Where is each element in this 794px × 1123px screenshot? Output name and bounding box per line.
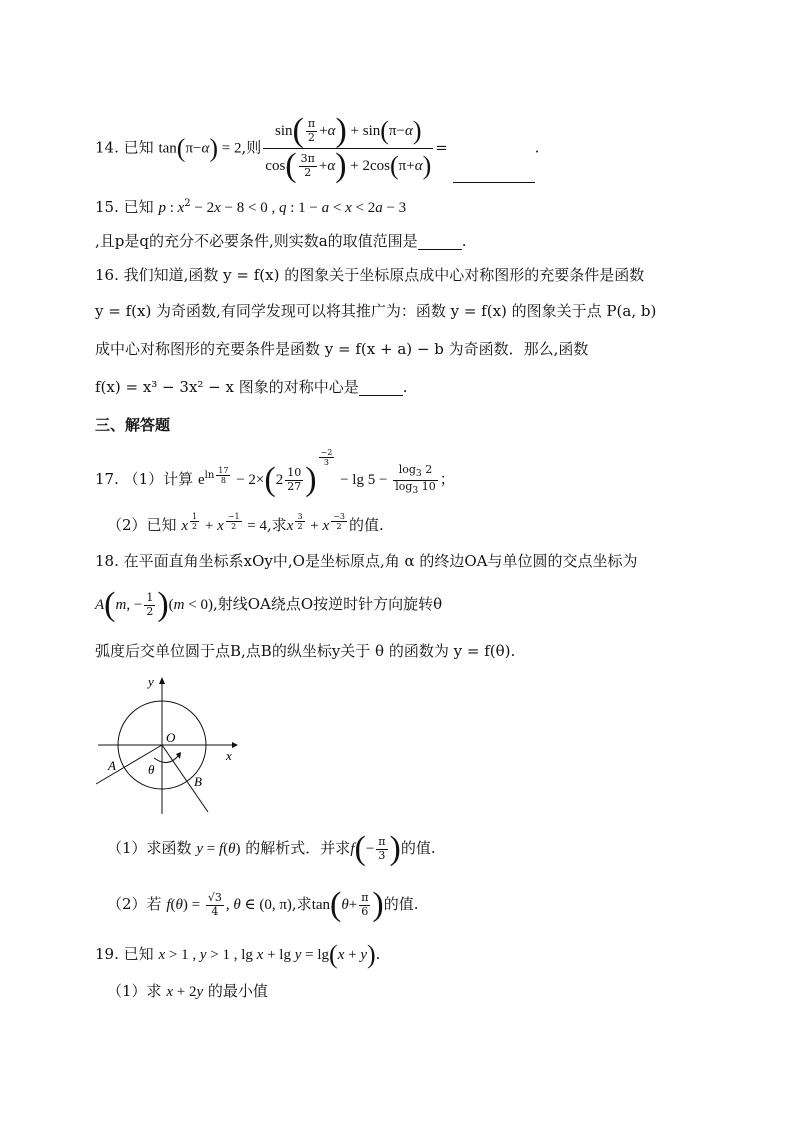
q17-number: 17. — [95, 470, 119, 489]
label-a: A — [108, 758, 116, 773]
q18-point-a: A(m, − $\frac{1}{2}$ )(m < 0) — [95, 586, 213, 623]
q18-text-1: 在平面直角坐标系xOy中,O是坐标原点,角 α 的终边OA与单位圆的交点坐标为 — [123, 552, 638, 570]
q14-answer-blank — [453, 182, 535, 183]
q19-lead: 已知 — [123, 945, 154, 963]
q17-part1: 17. （1）计算 $e^{ln \frac{17}{8}}$ − 2×(2 $\frac{10}{27}$ ) $^{\frac{-2}{3}}$ − lg 5 − $\frac{\log_3 2}{\log_3 10}$ ； — [95, 448, 455, 499]
label-x: x — [226, 748, 232, 763]
q18-sub2: （2）若 f(θ) = $\frac{√3}{4}$ , θ ∈ (0, π),求tan(θ+ $\frac{\pi}{6}$ )的值. — [107, 886, 419, 923]
q15-answer-blank — [418, 249, 462, 250]
label-theta: θ — [148, 762, 155, 777]
q16-text-4: f(x) = x³ − 3x² − x 图象的对称中心是 — [95, 378, 359, 396]
q16-line1 — [95, 266, 644, 284]
q17-part2-expr2: x $^{\frac{3}{2}}$ + x $^{\frac{-3}{2}}$ — [286, 512, 345, 535]
q18-number: 18. — [95, 552, 119, 570]
q14-numerator: sin( $\frac{\pi}{2}$ +α) + sin(π−α) — [263, 114, 433, 149]
q18-line1 — [95, 552, 638, 570]
q14-fraction — [263, 114, 433, 183]
q14: 14. 已知 tan(π−α) = 2,则 sin( $\frac{\pi}{2}$ +α) + sin(π−α) cos( $\frac{3\pi}{2}$ +α) + 2cos(π+α) = . — [95, 112, 540, 184]
q18-sub1: （1）求函数 y = f(θ) 的解析式．并求f(− $\frac{\pi}{3}$ )的值. — [107, 830, 436, 867]
section-heading: 三、解答题 — [95, 416, 171, 434]
label-o: O — [166, 730, 176, 745]
q18-line3 — [95, 642, 515, 660]
q15-condition: p — [158, 200, 166, 216]
q19-condition: x > 1 , y > 1 , lg x + lg y = lg(x + y) — [158, 940, 376, 969]
q19-sub1: （1）求 x + 2y 的最小值 — [107, 982, 268, 1000]
q18-text-2: ,射线OA绕点O按逆时针方向旋转θ — [212, 595, 443, 613]
theta-arc — [154, 756, 178, 763]
q15-line1: 15. 已知 p : $x^2 - 2x - 8 < 0$ , q : 1 − a < x < 2a − 3 — [95, 198, 407, 216]
q19-line1: 19. 已知 x > 1 , y > 1 , lg x + lg y = lg(x + y). — [95, 940, 381, 969]
label-y: y — [148, 674, 154, 689]
q15-line2: ,且p是q的充分不必要条件,则实数a的取值范围是 . — [95, 232, 467, 250]
q18-sub1-value-expr: f(− $\frac{\pi}{3}$ ) — [350, 830, 401, 867]
q14-denominator: cos( $\frac{3\pi}{2}$ +α) + 2cos(π+α) — [265, 147, 432, 184]
y-axis-arrow — [159, 677, 165, 684]
q18-sub2-label: （2）若 — [107, 895, 162, 913]
q17-part1-label: （1）计算 — [123, 470, 194, 489]
q15-number: 15. — [95, 198, 119, 216]
q18-line2 — [95, 588, 442, 622]
q15-condition-text: ,且p是q的充分不必要条件,则实数a的取值范围是 — [95, 232, 418, 250]
q18-text-3: 弧度后交单位圆于点B,点B的纵坐标y关于 θ 的函数为 y = f(θ). — [95, 642, 516, 660]
q14-equals: = — [435, 138, 448, 157]
q14-then: ,则 — [241, 138, 262, 157]
q14-lead: 已知 — [123, 138, 154, 157]
q18-sub1-func: y — [196, 841, 203, 857]
q16-text-3: 成中心对称图形的充要条件是函数 y = f(x + a) − b 为奇函数．那么,函数 — [95, 340, 589, 358]
q17-part2-expr: x $^{\frac{1}{2}}$ + x $^{\frac{-1}{2}}$ = 4 — [181, 512, 267, 535]
q16-text-2: y = f(x) 为奇函数,有同学发现可以将其推广为：函数 y = f(x) 的图象关于点 P(a, b) — [95, 302, 657, 320]
x-axis-arrow — [232, 742, 238, 748]
q15-lead: 已知 — [123, 198, 154, 216]
q16-answer-blank — [359, 395, 403, 396]
q16-number: 16. — [95, 266, 119, 284]
q18-sub2-expr: tan(θ+ $\frac{\pi}{6}$ ) — [311, 886, 384, 923]
q17-part1-expr: $e^{ln \frac{17}{8}}$ − 2×(2 $\frac{10}{27}$ ) $^{\frac{-2}{3}}$ − lg 5 − $\frac{\log_3 2}{\log_3 10}$ — [197, 448, 436, 499]
q16-text-1: 我们知道,函数 y = f(x) 的图象关于坐标原点成中心对称图形的充要条件是函数 — [123, 266, 645, 284]
q14-condition: tan — [158, 140, 177, 157]
unit-circle-diagram — [90, 672, 250, 822]
q19-sub1-label: （1）求 — [107, 982, 162, 1000]
q18-sub2-cond: f(θ) = $\frac{√3}{4}$ , θ ∈ (0, π) — [166, 890, 292, 918]
q19-sub1-expr: x + 2y — [166, 984, 204, 1000]
q18-sub1-label: （1）求函数 — [107, 839, 192, 857]
q17-part2-label: （2）已知 — [107, 516, 177, 535]
q14-number: 14. — [95, 138, 119, 157]
q19-number: 19. — [95, 945, 119, 963]
q16-line3 — [95, 340, 588, 358]
q17-part2: （2）已知 x $^{\frac{1}{2}}$ + x $^{\frac{-1}{2}}$ = 4,求x $^{\frac{3}{2}}$ + x $^{\frac{-3}{2}}$ 的值. — [107, 512, 384, 535]
q16-line2 — [95, 302, 656, 320]
label-b: B — [194, 774, 202, 789]
q16-line4: f(x) = x³ − 3x² − x 图象的对称中心是 . — [95, 378, 408, 396]
